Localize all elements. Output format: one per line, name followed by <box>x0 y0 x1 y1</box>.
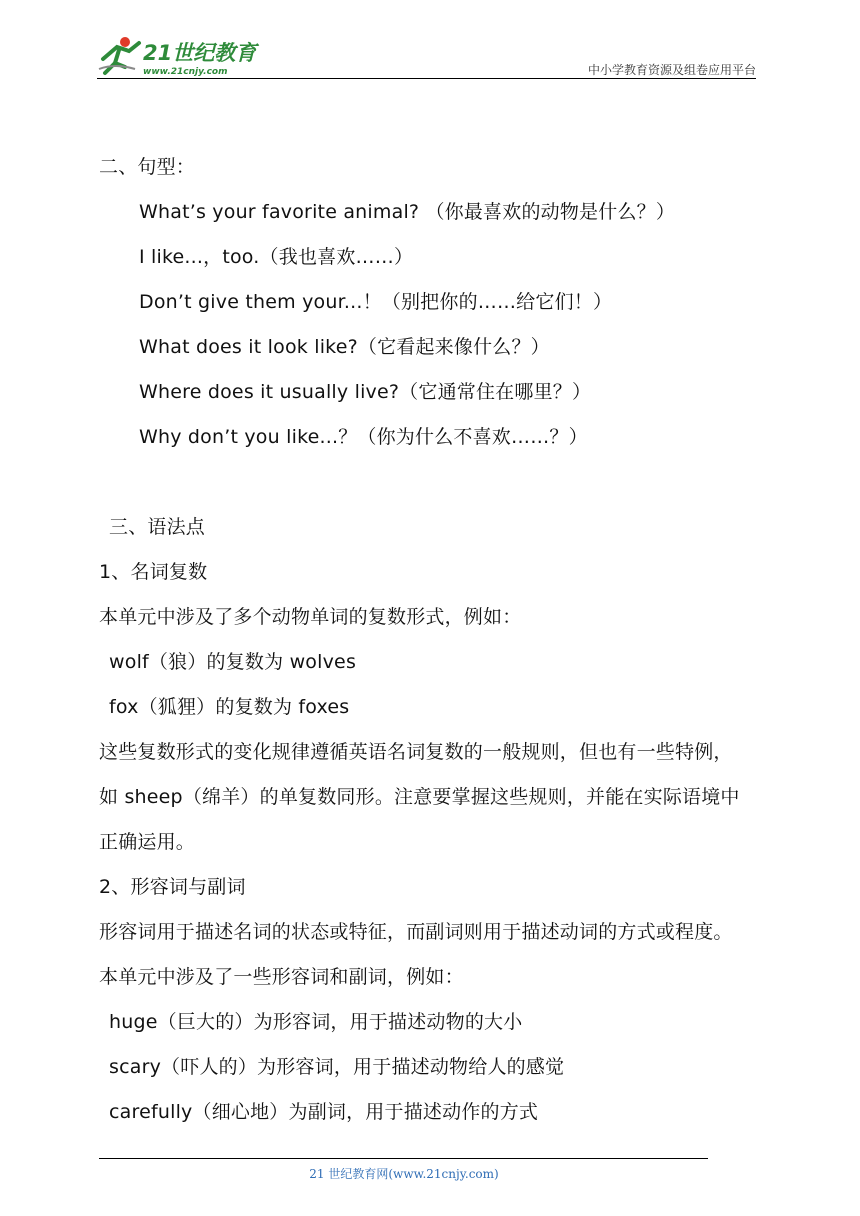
header-platform-text: 中小学教育资源及组卷应用平台 <box>587 63 756 77</box>
sentence-pattern: Where does it usually live?（它通常住在哪里？） <box>139 381 592 403</box>
subsection-title-adjectives-adverbs: 2、形容词与副词 <box>99 876 246 898</box>
svg-text:www.21cnjy.com: www.21cnjy.com <box>143 67 228 77</box>
example-item: carefully（细心地）为副词，用于描述动作的方式 <box>109 1101 539 1123</box>
paragraph-line: 正确运用。 <box>99 831 196 853</box>
section-title-sentence-patterns: 二、句型： <box>99 156 196 178</box>
footer-divider <box>99 1158 708 1159</box>
paragraph-line: 本单元中涉及了多个动物单词的复数形式，例如： <box>99 606 522 628</box>
header-divider <box>97 78 756 79</box>
footer-link[interactable]: 21 世纪教育网(www.21cnjy.com) <box>309 1167 499 1181</box>
sentence-pattern: What does it look like?（它看起来像什么？） <box>139 336 550 358</box>
section-title-grammar: 三、语法点 <box>109 516 206 538</box>
paragraph-line: 这些复数形式的变化规律遵循英语名词复数的一般规则，但也有一些特例， <box>99 741 733 763</box>
logo-21cnjy <box>95 33 265 79</box>
paragraph-line: 如 sheep（绵羊）的单复数同形。注意要掌握这些规则，并能在实际语境中 <box>99 786 740 808</box>
example-item: wolf（狼）的复数为 wolves <box>109 651 357 673</box>
sentence-pattern: Why don’t you like...？（你为什么不喜欢……？） <box>139 426 588 448</box>
example-item: huge（巨大的）为形容词，用于描述动物的大小 <box>109 1011 523 1033</box>
example-item: scary（吓人的）为形容词，用于描述动物给人的感觉 <box>109 1056 565 1078</box>
svg-text:21世纪教育: 21世纪教育 <box>143 41 257 65</box>
paragraph-line: 形容词用于描述名词的状态或特征，而副词则用于描述动词的方式或程度。 <box>99 921 733 943</box>
sentence-pattern: Don’t give them your...！（别把你的……给它们！） <box>139 291 613 313</box>
example-item: fox（狐狸）的复数为 foxes <box>109 696 350 718</box>
sentence-pattern: What’s your favorite animal? （你最喜欢的动物是什么？） <box>139 201 676 223</box>
paragraph-line: 本单元中涉及了一些形容词和副词，例如： <box>99 966 464 988</box>
page-header <box>0 0 860 90</box>
subsection-title-plural-nouns: 1、名词复数 <box>99 561 208 583</box>
sentence-pattern: I like...，too.（我也喜欢……） <box>139 246 414 268</box>
